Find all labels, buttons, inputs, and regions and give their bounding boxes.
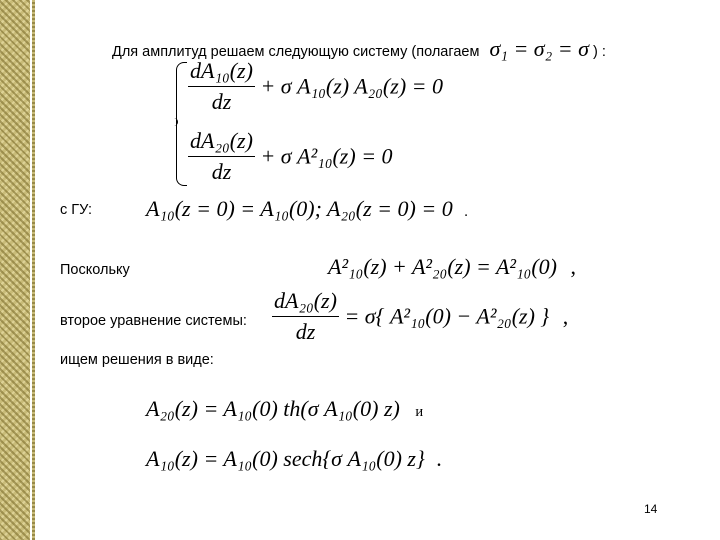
fraction-bar	[188, 86, 255, 87]
page-number: 14	[644, 502, 658, 516]
since-formula-line	[328, 254, 576, 280]
second-eq-numerator: dA₂₀(z)	[274, 288, 337, 313]
system-brace-tip	[170, 118, 178, 126]
bc-end: .	[464, 204, 468, 220]
decorative-border	[0, 0, 30, 540]
since-label: Поскольку	[60, 262, 130, 278]
second-eq-formula	[272, 288, 568, 345]
eq1-numerator: dA₁₀(z)	[190, 58, 253, 83]
fraction-bar	[188, 156, 255, 157]
second-eq-label: второе уравнение системы:	[60, 313, 247, 329]
heading-condition: σ₁ = σ₂ = σ	[489, 36, 589, 61]
bc-label: с ГУ:	[60, 202, 93, 218]
eq1-fraction	[188, 58, 255, 115]
system-brace	[176, 62, 187, 186]
bc-formula: A₁₀(z = 0) = A₁₀(0); A₂₀(z = 0) = 0	[146, 196, 453, 221]
eq1-denominator: dz	[211, 89, 232, 114]
bc-formula-line	[146, 196, 468, 222]
second-eq-rhs: = σ{ A²₁₀(0) − A²₂₀(z) }	[344, 303, 550, 329]
solution-1-formula: A₂₀(z) = A₁₀(0) th(σ A₁₀(0) z)	[146, 396, 400, 421]
second-eq-denominator: dz	[295, 319, 316, 344]
heading-text: Для амплитуд решаем следующую систему (полагаем	[112, 44, 480, 60]
border-divider	[32, 0, 35, 540]
eq2-fraction	[188, 128, 255, 185]
fraction-bar	[272, 316, 339, 317]
system-eq2	[188, 128, 393, 185]
second-eq-fraction	[272, 288, 339, 345]
heading-close: ) :	[593, 44, 606, 60]
solution-2	[146, 446, 442, 472]
eq2-rhs: + σ A²₁₀(z) = 0	[260, 143, 393, 169]
since-end: ,	[570, 254, 576, 279]
second-eq-end: ,	[562, 303, 569, 329]
eq2-numerator: dA₂₀(z)	[190, 128, 253, 153]
system-eq1	[188, 58, 443, 115]
solution-intro: ищем решения в виде:	[60, 352, 214, 368]
solution-1	[146, 396, 423, 422]
eq2-denominator: dz	[211, 159, 232, 184]
since-formula: A²₁₀(z) + A²₂₀(z) = A²₁₀(0)	[328, 254, 557, 279]
solution-2-formula: A₁₀(z) = A₁₀(0) sech{σ A₁₀(0) z}	[146, 446, 425, 471]
solution-1-conjunction: и	[415, 404, 424, 420]
eq1-rhs: + σ A₁₀(z) A₂₀(z) = 0	[260, 73, 443, 99]
solution-2-end: .	[436, 446, 442, 471]
